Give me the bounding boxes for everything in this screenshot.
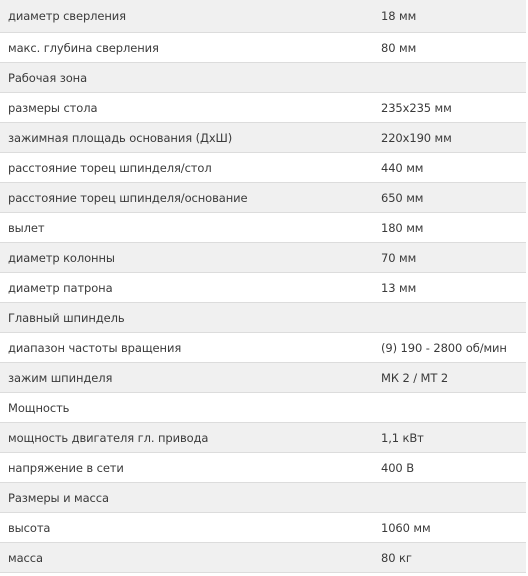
- section-heading: Рабочая зона: [0, 63, 377, 93]
- spec-row-supply-voltage: [0, 453, 526, 483]
- spec-value: 80 кг: [377, 543, 526, 573]
- spec-value: 13 мм: [377, 273, 526, 303]
- spec-row-column-diameter: [0, 243, 526, 273]
- spec-value: 1,1 кВт: [377, 423, 526, 453]
- section-value: [377, 63, 526, 93]
- spec-row-weight: [0, 543, 526, 573]
- spec-value: 180 мм: [377, 213, 526, 243]
- spec-row-base-clamping-area: [0, 123, 526, 153]
- spec-value: (9) 190 - 2800 об/мин: [377, 333, 526, 363]
- spec-label: масса: [0, 543, 377, 573]
- spec-row-spindle-to-table: [0, 153, 526, 183]
- spec-value: МК 2 / MT 2: [377, 363, 526, 393]
- spec-label: диаметр сверления: [0, 0, 377, 33]
- spec-row-throat: [0, 213, 526, 243]
- spec-value: 70 мм: [377, 243, 526, 273]
- spec-label: напряжение в сети: [0, 453, 377, 483]
- spec-value: 220x190 мм: [377, 123, 526, 153]
- spec-value: 80 мм: [377, 33, 526, 63]
- spec-label: расстояние торец шпинделя/стол: [0, 153, 377, 183]
- section-value: [377, 393, 526, 423]
- spec-row-max-drilling-depth: [0, 33, 526, 63]
- spec-row-chuck-diameter: [0, 273, 526, 303]
- spec-label: диапазон частоты вращения: [0, 333, 377, 363]
- spec-label: вылет: [0, 213, 377, 243]
- spec-label: мощность двигателя гл. привода: [0, 423, 377, 453]
- spec-label: зажимная площадь основания (ДхШ): [0, 123, 377, 153]
- spec-value: 1060 мм: [377, 513, 526, 543]
- spec-value: 400 В: [377, 453, 526, 483]
- section-value: [377, 483, 526, 513]
- spec-value: 650 мм: [377, 183, 526, 213]
- section-row-dimensions-weight: [0, 483, 526, 513]
- section-row-main-spindle: [0, 303, 526, 333]
- spec-row-table-size: [0, 93, 526, 123]
- section-row-power: [0, 393, 526, 423]
- spec-row-speed-range: [0, 333, 526, 363]
- spec-value: 235x235 мм: [377, 93, 526, 123]
- spec-label: размеры стола: [0, 93, 377, 123]
- section-heading: Размеры и масса: [0, 483, 377, 513]
- spec-value: 18 мм: [377, 0, 526, 33]
- section-row-working-area: [0, 63, 526, 93]
- section-value: [377, 303, 526, 333]
- section-heading: Главный шпиндель: [0, 303, 377, 333]
- spec-row-spindle-to-base: [0, 183, 526, 213]
- spec-label: расстояние торец шпинделя/основание: [0, 183, 377, 213]
- spec-row-height: [0, 513, 526, 543]
- spec-label: диаметр патрона: [0, 273, 377, 303]
- spec-row-motor-power: [0, 423, 526, 453]
- spec-value: 440 мм: [377, 153, 526, 183]
- spec-label: макс. глубина сверления: [0, 33, 377, 63]
- section-heading: Мощность: [0, 393, 377, 423]
- spec-label: диаметр колонны: [0, 243, 377, 273]
- spec-label: высота: [0, 513, 377, 543]
- spec-label: зажим шпинделя: [0, 363, 377, 393]
- spec-row-drilling-diameter: [0, 0, 526, 33]
- spec-row-spindle-taper: [0, 363, 526, 393]
